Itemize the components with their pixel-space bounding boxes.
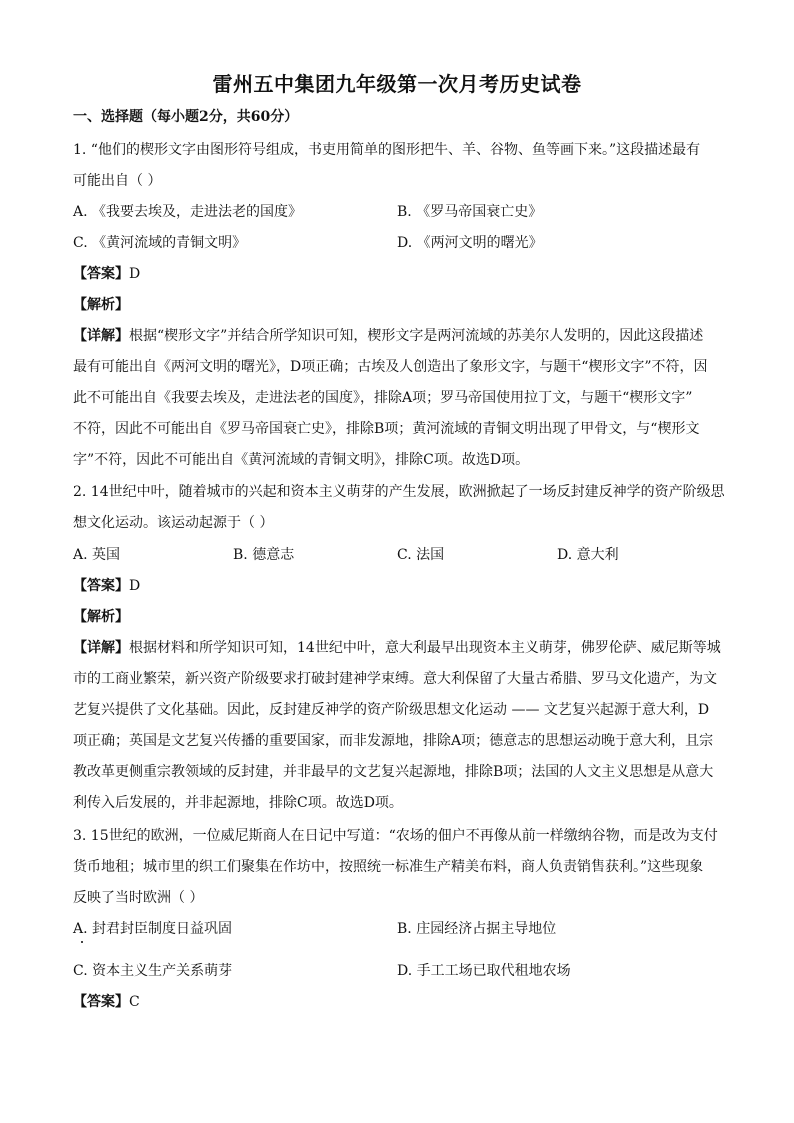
q1-detail-line-2: 最有可能出自《两河文明的曙光》，D项正确；古埃及人创造出了象形文字，与题干“楔形文字”不符，因 (73, 359, 708, 375)
q2-analysis-label (73, 607, 725, 627)
q3-option-b: B. 庄园经济占据主导地位 (397, 921, 557, 937)
q1-option-a: A. 《我要去埃及，走进法老的国度》 (73, 204, 303, 220)
q3-stem-line-3: 反映了当时欧洲（ ） (73, 890, 204, 906)
detail-label: 【详解】 (73, 640, 129, 656)
page-title: 雷州五中集团九年级第一次月考历史试卷 (212, 72, 582, 96)
q2-detail-line-4: 项正确；英国是文艺复兴传播的重要国家，而非发源地，排除A项；德意志的思想运动晚于意大利，且宗 (73, 733, 714, 749)
detail-label: 【详解】 (73, 328, 129, 344)
q1-option-c: C. 《黄河流域的青铜文明》 (73, 235, 247, 251)
q3-answer (73, 992, 725, 1012)
q1-answer (73, 264, 725, 284)
q3-option-c: C. 资本主义生产关系萌芽 (73, 963, 233, 979)
q1-stem-line-1: 1. “他们的楔形文字由图形符号组成，书吏用简单的图形把牛、羊、谷物、鱼等画下来。”这段描述最有 (73, 142, 701, 158)
analysis-label: 【解析】 (73, 297, 129, 313)
q1-detail-line-4: 不符，因此不可能出自《罗马帝国衰亡史》，排除B项；黄河流域的青铜文明出现了甲骨文，与“楔形文 (73, 421, 700, 437)
q2-detail-line-6: 利传入后发展的，并非起源地，排除C项。故选D项。 (73, 795, 403, 811)
q2-answer-value: D (129, 578, 141, 594)
q1-analysis-label (73, 295, 725, 315)
analysis-label: 【解析】 (73, 609, 129, 625)
q1-option-d: D. 《两河文明的曙光》 (397, 235, 543, 251)
q2-detail-line-3: 艺复兴提供了文化基础。因此，反封建反神学的资产阶级思想文化运动 —— 文艺复兴起源于意大利，D (73, 702, 710, 718)
q3-stem-line-1: 3. 15世纪的欧洲，一位威尼斯商人在日记中写道：“农场的佃户不再像从前一样缴纳谷物，而是改为支付 (73, 828, 718, 844)
q3-answer-value: C (129, 994, 140, 1010)
q2-option-b: B. 德意志 (233, 547, 295, 563)
q2-stem-line-2: 想文化运动。该运动起源于（ ） (73, 515, 274, 531)
q2-option-a: A. 英国 (73, 547, 121, 563)
q2-answer (73, 576, 725, 596)
q1-detail-line-3: 此不可能出自《我要去埃及，走进法老的国度》，排除A项；罗马帝国使用拉丁文，与题干“楔形文字” (73, 390, 693, 406)
q2-stem-line-1: 2. 14世纪中叶，随着城市的兴起和资本主义萌芽的产生发展，欧洲掀起了一场反封建反神学的资产阶级思 (73, 484, 725, 500)
answer-label: 【答案】 (73, 994, 129, 1010)
answer-label: 【答案】 (73, 578, 129, 594)
q2-option-c: C. 法国 (397, 547, 445, 563)
q3-option-a: A. 封君封臣制度日益巩固 (73, 921, 233, 937)
q1-detail-line-1: 【详解】根据“楔形文字”并结合所学知识可知，楔形文字是两河流域的苏美尔人发明的，因此这段描述 (73, 328, 704, 344)
q3-option-d: D. 手工工场已取代租地农场 (397, 963, 571, 979)
q1-option-b: B. 《罗马帝国衰亡史》 (397, 204, 543, 220)
q2-detail-line-2: 市的工商业繁荣，新兴资产阶级要求打破封建神学束缚。意大利保留了大量古希腊、罗马文化遗产，为文 (73, 671, 717, 687)
q2-detail-line-1: 【详解】根据材料和所学知识可知，14世纪中叶，意大利最早出现资本主义萌芽，佛罗伦萨、威尼斯等城 (73, 640, 721, 656)
section-heading: 一、选择题（每小题2分，共60分） (73, 109, 299, 125)
q2-option-d: D. 意大利 (557, 547, 619, 563)
q1-detail-line-5: 字”不符，因此不可能出自《黄河流域的青铜文明》，排除C项。故选D项。 (73, 452, 530, 468)
q2-detail-line-5: 教改革更侧重宗教领域的反封建，并非最早的文艺复兴起源地，排除B项；法国的人文主义思想是从意大 (73, 764, 714, 780)
q3-stem-line-2: 货币地租；城市里的织工们聚集在作坊中，按照统一标准生产精美布料，商人负责销售获利。”这些现象 (73, 859, 704, 875)
answer-label: 【答案】 (73, 266, 129, 282)
stray-mark (81, 941, 83, 943)
q1-answer-value: D (129, 266, 141, 282)
q1-stem-line-2: 可能出自（ ） (73, 173, 162, 189)
